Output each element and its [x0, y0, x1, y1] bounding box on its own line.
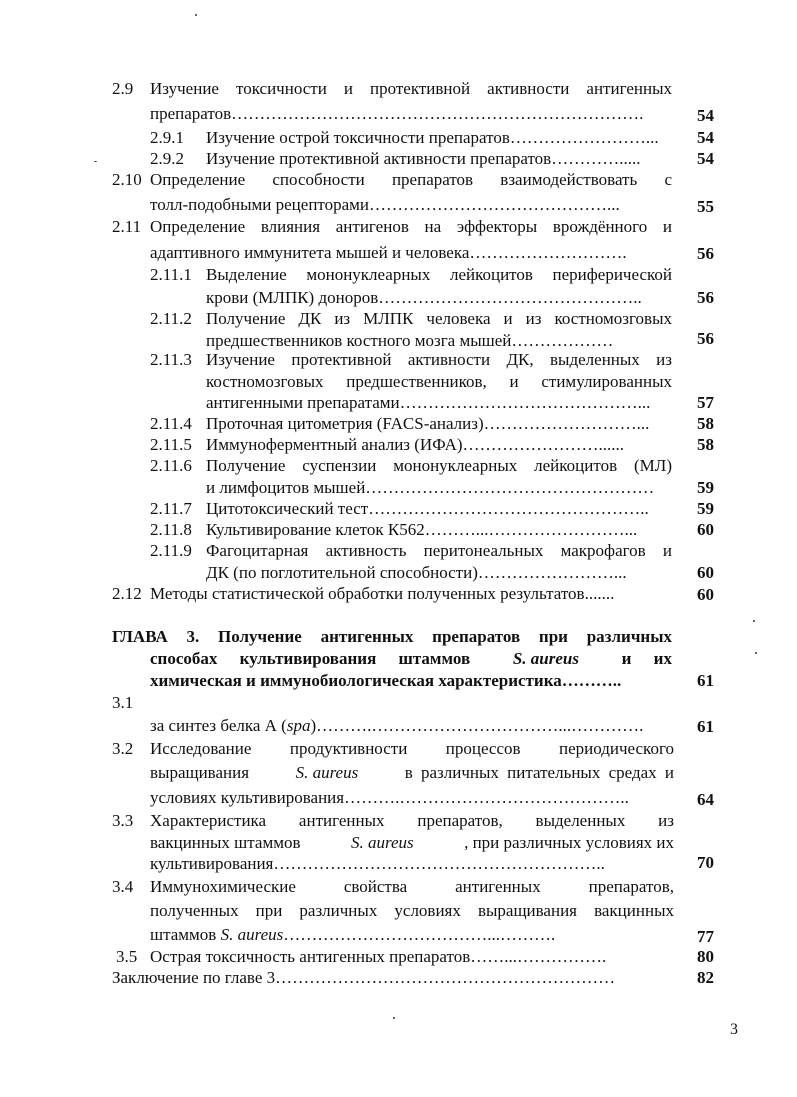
toc-text: , при различных условиях их	[464, 833, 674, 852]
toc-entry-2-10-line1	[112, 169, 672, 191]
toc-text: Проточная цитометрия (FACS-анализ)	[206, 414, 484, 433]
toc-page-3-4: 77	[697, 927, 714, 946]
toc-text: ДК (по поглотительной способности)	[206, 563, 478, 582]
toc-text-wrap: Острая токсичность антигенных препаратов……...…………….	[150, 947, 607, 966]
toc-entry-3-3-line3: культивирования…………………………………………………..	[150, 854, 605, 873]
toc-text: Получение суспензии мононуклеарных лейкоцитов (МЛ)	[206, 456, 672, 475]
toc-entry-2-11-2-line1	[150, 308, 672, 330]
chapter-3-heading-line1	[112, 626, 672, 648]
toc-entry-2-11-3-line3: антигенными препаратами……………………………………...	[206, 393, 651, 412]
chapter-heading-text: и их	[621, 649, 672, 668]
toc-text: )	[310, 716, 317, 735]
toc-page-2-11-2: 56	[697, 329, 714, 348]
toc-text: толл-подобными рецепторами	[150, 195, 370, 214]
toc-entry-conclusion: Заключение по главе 3……………………………………………………	[112, 968, 616, 987]
toc-entry-2-11-4	[150, 413, 672, 435]
toc-entry-2-11-8	[150, 519, 672, 541]
toc-text-wrap: Проточная цитометрия (FACS-анализ)………………………...	[206, 414, 650, 433]
chapter-heading-text: способах культивирования штаммов	[150, 649, 471, 668]
toc-entry-3-2-line1	[112, 738, 674, 760]
toc-page-ch3: 61	[697, 671, 714, 690]
toc-entry-2-11-9-line2: ДК (по поглотительной способности)……………………...	[206, 563, 627, 582]
toc-entry-2-11-5	[150, 434, 672, 456]
toc-page-2-11-9: 60	[697, 563, 714, 582]
toc-entry-3-3-line1	[112, 810, 674, 832]
toc-page-3-5: 80	[697, 947, 714, 966]
toc-page-3-2: 64	[697, 790, 714, 809]
toc-text-justified	[150, 832, 674, 854]
chapter-3-heading-line3: химическая и иммунобиологическая характеристика………..	[150, 671, 622, 690]
toc-page-2-9: 54	[697, 106, 714, 125]
toc-number: 2.9.1	[150, 128, 184, 147]
scan-speck	[755, 652, 757, 654]
toc-number: 2.11.3	[150, 350, 192, 369]
toc-species: S. aureus	[350, 833, 414, 852]
toc-entry-2-11-1-line1	[150, 264, 672, 286]
toc-page-3-3: 70	[697, 853, 714, 872]
toc-entry-3-2-line2	[150, 762, 674, 784]
toc-text-wrap: Изучение острой токсичности препаратов……………………...	[206, 128, 659, 147]
toc-number: 2.9	[112, 79, 134, 98]
toc-text: Определение влияния антигенов на эффекторы врождённого и	[150, 217, 672, 236]
toc-number: 3.1	[112, 693, 134, 712]
toc-text: Выделение мононуклеарных лейкоцитов периферической	[206, 265, 672, 284]
toc-species: S. aureus	[220, 925, 284, 944]
chapter-heading-species: S. aureus	[512, 649, 579, 668]
toc-text: Острая токсичность антигенных препаратов	[150, 947, 471, 966]
toc-text: в различных питательных средах и	[404, 763, 674, 782]
toc-entry-2-11-7	[150, 498, 672, 520]
toc-number: 2.11.7	[150, 499, 192, 518]
chapter-3-heading-line2	[150, 648, 672, 670]
toc-page-2-10: 55	[697, 197, 714, 216]
toc-text-justified	[150, 762, 674, 784]
toc-entry-2-9-line1	[112, 78, 672, 100]
toc-number: 2.11.5	[150, 435, 192, 454]
toc-text: Иммунохимические свойства антигенных препаратов,	[150, 877, 674, 896]
toc-text: вакцинных штаммов	[150, 833, 301, 852]
toc-text: Цитотоксический тест	[206, 499, 369, 518]
toc-entry-3-4-line2	[150, 900, 674, 922]
toc-page-2-11: 56	[697, 244, 714, 263]
toc-text-wrap: Методы статистической обработки полученных результатов.......	[150, 584, 615, 603]
toc-text: крови (МЛПК) доноров	[206, 288, 379, 307]
scan-speck	[393, 1017, 395, 1019]
toc-number: 3.3	[112, 811, 134, 830]
toc-text: адаптивного иммунитета мышей и человека	[150, 243, 470, 262]
page-number: 3	[730, 1021, 738, 1038]
toc-entry-3-4-line1	[112, 876, 674, 898]
toc-page-2-11-7: 59	[697, 499, 714, 518]
toc-text: антигенными препаратами	[206, 393, 400, 412]
toc-number: 2.10	[112, 170, 142, 189]
toc-text: Характеристика антигенных препаратов, выделенных из	[150, 811, 674, 830]
toc-text: Исследование продуктивности процессов периодического	[150, 739, 674, 758]
toc-text-wrap: Изучение протективной активности препаратов………….....	[206, 149, 641, 168]
toc-page-2-9-2: 54	[697, 149, 714, 168]
toc-number: 2.11.4	[150, 414, 192, 433]
toc-entry-2-12	[112, 583, 674, 605]
toc-text: Культивирование клеток К562	[206, 520, 425, 539]
scan-speck	[195, 14, 197, 16]
toc-text-wrap: Культивирование клеток К562………...……………………...	[206, 520, 638, 539]
chapter-heading-text: химическая и иммунобиологическая характеристика	[150, 671, 562, 690]
toc-number: 2.11	[112, 217, 142, 236]
toc-gene: spa	[286, 716, 311, 735]
toc-page-2-12: 60	[697, 585, 714, 604]
toc-text: за синтез белка А (	[150, 716, 287, 735]
toc-text: полученных при различных условиях выращивания вакцинных	[150, 901, 674, 920]
toc-number: 2.11.6	[150, 456, 192, 475]
scan-speck	[94, 161, 97, 162]
toc-number: 3.5	[116, 947, 138, 966]
chapter-heading-text: ГЛАВА 3. Получение антигенных препаратов при различных	[112, 627, 672, 646]
toc-text: условиях культивирования	[150, 788, 345, 807]
toc-page-conclusion: 82	[697, 968, 714, 987]
toc-page-3-1: 61	[697, 717, 714, 736]
toc-entry-2-11-3-line1	[150, 349, 672, 371]
toc-text: штаммов	[150, 925, 217, 944]
toc-text: Изучение токсичности и протективной активности антигенных	[150, 79, 672, 98]
toc-page-2-11-1: 56	[697, 288, 714, 307]
toc-entry-2-11-6-line2: и лимфоцитов мышей……………………………………………	[206, 478, 655, 497]
toc-entry-3-2-line3: условиях культивирования……….…………………………………..	[150, 788, 629, 807]
toc-number: 3.4	[112, 877, 134, 896]
toc-entry-2-11-1-line2: крови (МЛПК) доноров………………………………………..	[206, 288, 642, 307]
toc-entry-3-3-line2	[150, 832, 674, 854]
toc-entry-2-11-6-line1	[150, 455, 672, 477]
toc-text: культивирования	[150, 854, 274, 873]
toc-text: Изучение острой токсичности препаратов	[206, 128, 510, 147]
toc-text: Фагоцитарная активность перитонеальных макрофагов и	[206, 541, 672, 560]
chapter-heading-justified	[150, 648, 672, 670]
toc-page-2-9-1: 54	[697, 128, 714, 147]
toc-text: Определение способности препаратов взаимодействовать с	[150, 170, 672, 189]
toc-text: препаратов	[150, 104, 232, 123]
toc-number: 2.11.1	[150, 265, 192, 284]
toc-text: Получение ДК из МЛПК человека и из костномозговых	[206, 309, 672, 328]
toc-number: 2.12	[112, 584, 142, 603]
toc-number: 2.9.2	[150, 149, 184, 168]
toc-page-2-11-3: 57	[697, 393, 714, 412]
toc-entry-3-4-line3: штаммов S. aureus………………………………...……….	[150, 925, 556, 944]
toc-entry-3-5	[116, 946, 672, 968]
toc-entry-2-11-3-line2	[206, 371, 672, 393]
toc-species: S. aureus	[295, 763, 359, 782]
toc-number: 2.11.9	[150, 541, 192, 560]
toc-page-2-11-5: 58	[697, 435, 714, 454]
toc-text: Изучение протективной активности ДК, выделенных из	[206, 350, 672, 369]
toc-text: костномозговых предшественников, и стимулированных	[206, 372, 672, 391]
toc-entry-3-1-line1	[112, 692, 672, 714]
toc-text: предшественников костного мозга мышей	[206, 331, 512, 350]
toc-text-wrap: Цитотоксический тест…………………………………………..	[206, 499, 649, 518]
toc-text: и лимфоцитов мышей	[206, 478, 366, 497]
toc-text: Заключение по главе 3	[112, 968, 276, 987]
toc-page-2-11-6: 59	[697, 478, 714, 497]
toc-text-wrap: Иммуноферментный анализ (ИФА)……………………......	[206, 435, 625, 454]
scan-speck	[753, 620, 755, 622]
toc-text: Методы статистической обработки полученных результатов	[150, 584, 585, 603]
toc-entry-2-9-line2: препаратов……………………………………………………………….	[150, 104, 644, 123]
toc-entry-2-11-9-line1	[150, 540, 672, 562]
toc-number: 3.2	[112, 739, 134, 758]
toc-page-2-11-4: 58	[697, 414, 714, 433]
toc-entry-2-11-line1	[112, 216, 672, 238]
toc-entry-2-9-2	[150, 148, 670, 170]
toc-entry-2-9-1	[150, 127, 670, 149]
toc-page-2-11-8: 60	[697, 520, 714, 539]
toc-entry-2-11-line2: адаптивного иммунитета мышей и человека……………………….	[150, 243, 627, 262]
toc-entry-3-1-line2: за синтез белка А (spa)……….……………………………...………….	[150, 716, 644, 735]
toc-text: Изучение протективной активности препаратов	[206, 149, 552, 168]
toc-entry-2-10-line2: толл-подобными рецепторами……………………………………...	[150, 195, 620, 214]
toc-entry-2-11-2-line2: предшественников костного мозга мышей………………	[206, 331, 614, 350]
toc-text: Иммуноферментный анализ (ИФА)	[206, 435, 463, 454]
toc-number: 2.11.2	[150, 309, 192, 328]
toc-number: 2.11.8	[150, 520, 192, 539]
toc-text: выращивания	[150, 763, 250, 782]
